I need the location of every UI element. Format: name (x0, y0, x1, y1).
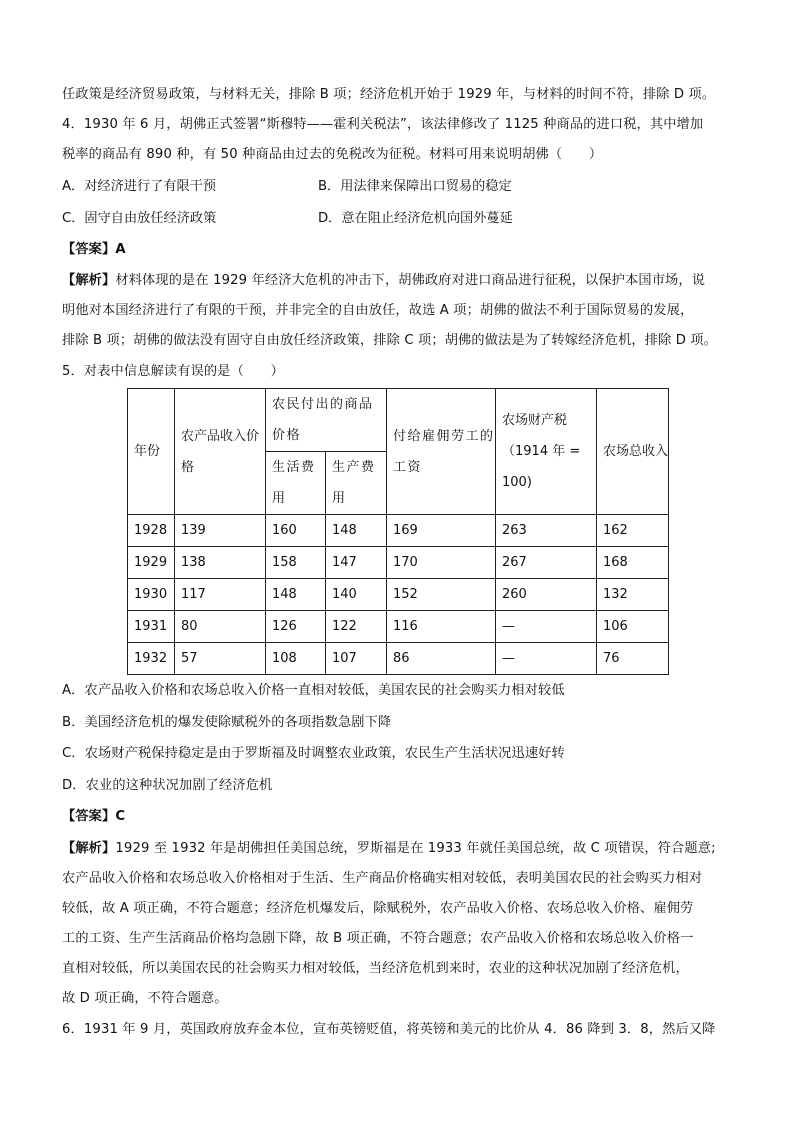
cell: 86 (387, 643, 496, 675)
q4-explanation-line-3: 排除 B 项；胡佛的做法没有固守自由放任经济政策，排除 C 项；胡佛的做法是为了转嫁经济危机，排除 D 项。 (62, 333, 718, 348)
cell: 169 (387, 515, 496, 547)
question-6-stem: 6．1931 年 9 月，英国政府放弃金本位，宣布英镑贬值，将英镑和美元的比价从 4．86 降到 3．8，然后又降 (62, 1022, 716, 1037)
cell: 106 (597, 611, 669, 643)
q5-option-d: D．农业的这种状况加剧了经济危机 (62, 778, 273, 793)
cell-year: 1928 (128, 515, 175, 547)
q5-answer: 【答案】C (62, 809, 126, 824)
cell: 116 (387, 611, 496, 643)
q4-option-b: B．用法律来保障出口贸易的稳定 (318, 179, 512, 194)
cell-year: 1929 (128, 547, 175, 579)
cell: 57 (175, 643, 266, 675)
cell: 267 (496, 547, 597, 579)
cell: 117 (175, 579, 266, 611)
data-table (127, 388, 669, 675)
cell: 162 (597, 515, 669, 547)
cell: 168 (597, 547, 669, 579)
cell: — (496, 643, 597, 675)
q4-option-a: A．对经济进行了有限干预 (62, 179, 217, 194)
question-4-stem: 4．1930 年 6 月，胡佛正式签署“斯穆特——霍利关税法”，该法律修改了 1125 种商品的进口税，其中增加 (62, 117, 704, 132)
question-5-stem: 5．对表中信息解读有误的是（ ） (62, 364, 284, 379)
cell: 80 (175, 611, 266, 643)
q4-explanation-line-2: 明他对本国经济进行了有限的干预，并非完全的自由放任，故选 A 项；胡佛的做法不利于国际贸易的发展， (62, 303, 694, 318)
header-paid-goods: 农民付出的商品价格 (266, 389, 387, 452)
q5-option-b: B．美国经济危机的爆发使除赋税外的各项指数急剧下降 (62, 715, 392, 730)
q4-option-c: C．固守自由放任经济政策 (62, 211, 217, 226)
q5-option-a: A．农产品收入价格和农场总收入价格一直相对较低，美国农民的社会购买力相对较低 (62, 683, 565, 698)
cell-year: 1930 (128, 579, 175, 611)
cell-year: 1932 (128, 643, 175, 675)
cell: 122 (326, 611, 387, 643)
cell: 152 (387, 579, 496, 611)
q5-explanation-line-6: 故 D 项正确，不符合题意。 (62, 991, 228, 1006)
cell: 158 (266, 547, 326, 579)
table-row (128, 515, 669, 547)
q4-option-d: D．意在阻止经济危机向国外蔓延 (318, 211, 513, 226)
cell: 148 (266, 579, 326, 611)
q5-explanation-line-4: 工的工资、生产生活商品价格均急剧下降，故 B 项正确，不符合题意；农产品收入价格和农场总收入价格一 (62, 931, 694, 946)
cell-year: 1931 (128, 611, 175, 643)
q5-explanation-line-2: 农产品收入价格和农场总收入价格相对于生活、生产商品价格确实相对较低，表明美国农民的社会购买力相对 (62, 871, 703, 886)
cell: 126 (266, 611, 326, 643)
cell: 147 (326, 547, 387, 579)
cell: 170 (387, 547, 496, 579)
header-year: 年份 (128, 389, 175, 515)
q5-option-c: C．农场财产税保持稳定是由于罗斯福及时调整农业政策，农民生产生活状况迅速好转 (62, 746, 565, 761)
cell: 260 (496, 579, 597, 611)
cell: 132 (597, 579, 669, 611)
header-farm-income: 农产品收入价格 (175, 389, 266, 515)
explanation-label: 【解析】 (62, 841, 116, 856)
explanation-text: 材料体现的是在 1929 年经济大危机的冲击下，胡佛政府对进口商品进行征税，以保护本国市场，说 (115, 273, 706, 288)
header-production-cost: 生产费用 (326, 452, 387, 515)
q5-explanation-line-3: 较低，故 A 项正确，不符合题意；经济危机爆发后，除赋税外，农产品收入价格、农场总收入价格、雇佣劳 (62, 901, 694, 916)
text-line: 任政策是经济贸易政策，与材料无关，排除 B 项；经济危机开始于 1929 年，与材料的时间不符，排除 D 项。 (62, 87, 716, 102)
table-row (128, 611, 669, 643)
question-4-stem-cont: 税率的商品有 890 种，有 50 种商品由过去的免税改为征税。材料可用来说明胡佛（ ） (62, 147, 603, 162)
q4-explanation-line-1 (62, 272, 705, 290)
table-row (128, 547, 669, 579)
explanation-text: 1929 至 1932 年是胡佛担任美国总统，罗斯福是在 1933 年就任美国总统，故 C 项错误，符合题意; (115, 841, 716, 856)
table-row (128, 579, 669, 611)
cell: 140 (326, 579, 387, 611)
explanation-label: 【解析】 (62, 273, 116, 288)
cell: 76 (597, 643, 669, 675)
cell: 160 (266, 515, 326, 547)
header-property-tax: 农场财产税（1914 年 = 100) (496, 389, 597, 515)
header-living-cost: 生活费用 (266, 452, 326, 515)
cell: 138 (175, 547, 266, 579)
header-total-income: 农场总收入 (597, 389, 669, 515)
cell: 148 (326, 515, 387, 547)
q4-answer: 【答案】A (62, 242, 126, 257)
cell: — (496, 611, 597, 643)
cell: 139 (175, 515, 266, 547)
cell: 107 (326, 643, 387, 675)
cell: 108 (266, 643, 326, 675)
header-wages: 付给雇佣劳工的工资 (387, 389, 496, 515)
table-row (128, 643, 669, 675)
q5-explanation-line-5: 直相对较低，所以美国农民的社会购买力相对较低，当经济危机到来时，农业的这种状况加剧了经济危机， (62, 961, 689, 976)
q5-explanation-line-1 (62, 840, 716, 858)
cell: 263 (496, 515, 597, 547)
